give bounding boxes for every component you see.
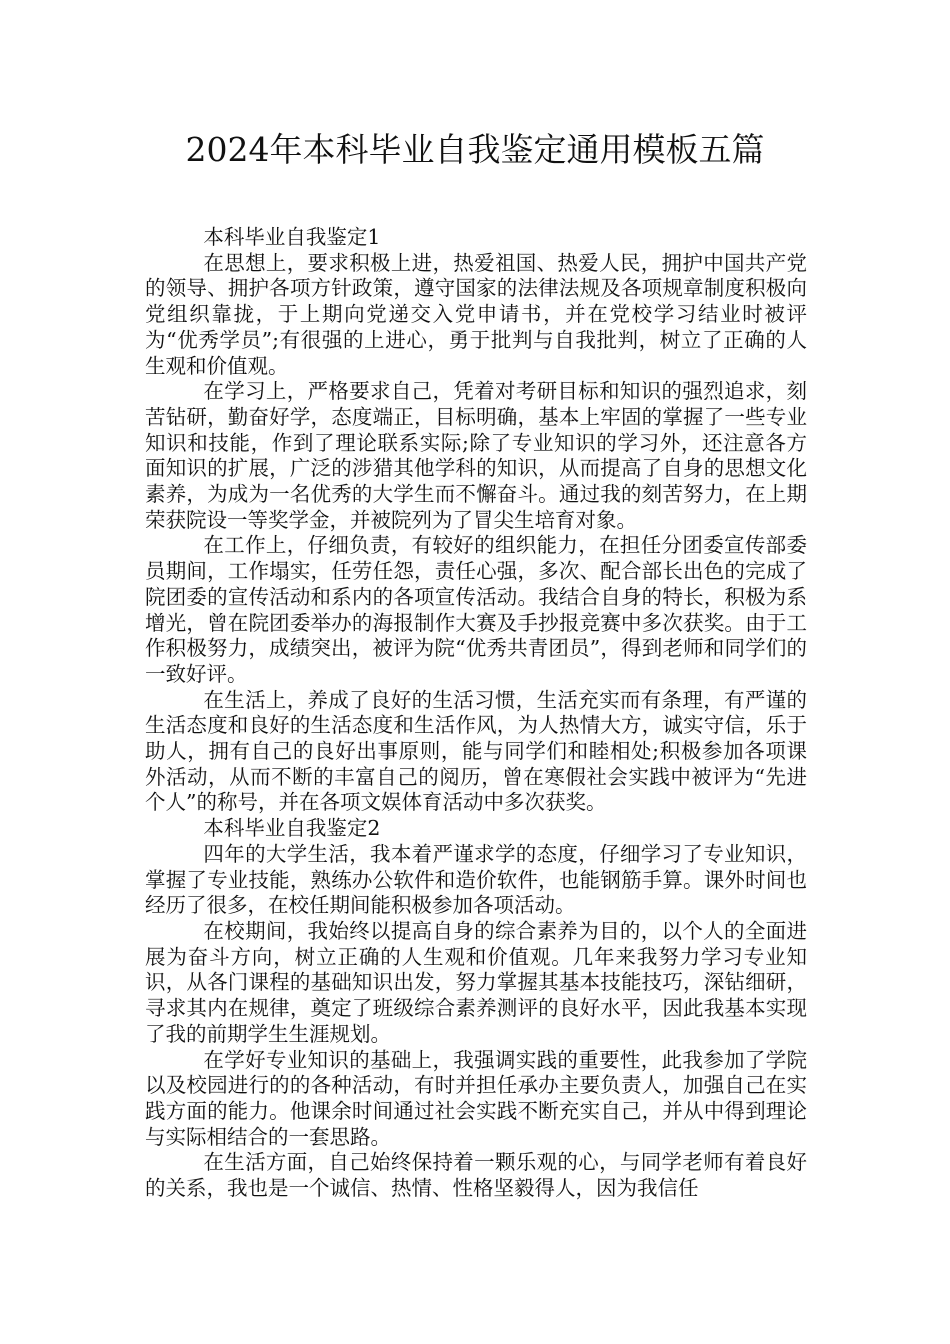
section-heading-2: 本科毕业自我鉴定2 — [203, 816, 381, 841]
document-title: 2024年本科毕业自我鉴定通用模板五篇 — [185, 130, 765, 169]
paragraph-on-campus: 在校期间，我始终以提高自身的综合素养为目的，以个人的全面进展为奋斗方向，树立正确的人生观和价值观。几年来我努力学习专业知识，从各门课程的基础知识出发，努力掌握其基本技能技巧，深钻细研，寻求其内在规律，奠定了班级综合素养测评的良好水平，因此我基本实现了我的前期学生生涯规划。 — [145, 918, 807, 1046]
paragraph-life-aspect: 在生活方面，自己始终保持着一颗乐观的心，与同学老师有着良好的关系，我也是一个诚信、热情、性格坚毅得人，因为我信任 — [145, 1150, 807, 1201]
paragraph-work: 在工作上，仔细负责，有较好的组织能力，在担任分团委宣传部委员期间，工作塌实，任劳任怨，责任心强，多次、配合部长出色的完成了院团委的宣传活动和系内的各项宣传活动。我结合自身的特长，积极为系增光，曾在院团委举办的海报制作大赛及手抄报竞赛中多次获奖。由于工作积极努力，成绩突出，被评为院“优秀共青团员”，得到老师和同学们的一致好评。 — [145, 533, 807, 686]
paragraph-university-life: 四年的大学生活，我本着严谨求学的态度，仔细学习了专业知识，掌握了专业技能，熟练办公软件和造价软件，也能钢筋手算。课外时间也经历了很多，在校任期间能积极参加各项活动。 — [145, 841, 807, 918]
document-body — [145, 225, 807, 1202]
paragraph-practice: 在学好专业知识的基础上，我强调实践的重要性，此我参加了学院以及校园进行的的各种活动，有时并担任承办主要负责人，加强自己在实践方面的能力。他课余时间通过社会实践不断充实自己，并从中得到理论与实际相结合的一套思路。 — [145, 1047, 807, 1149]
paragraph-ideology: 在思想上，要求积极上进，热爱祖国、热爱人民，拥护中国共产党的领导、拥护各项方针政策，遵守国家的法律法规及各项规章制度积极向党组织靠拢，于上期向党递交入党申请书，并在党校学习结业时被评为“优秀学员”;有很强的上进心，勇于批判与自我批判，树立了正确的人生观和价值观。 — [145, 250, 807, 378]
paragraph-study: 在学习上，严格要求自己，凭着对考研目标和知识的强烈追求，刻苦钻研，勤奋好学，态度端正，目标明确，基本上牢固的掌握了一些专业知识和技能，作到了理论联系实际;除了专业知识的学习外，还注意各方面知识的扩展，广泛的涉猎其他学科的知识，从而提高了自身的思想文化素养，为成为一名优秀的大学生而不懈奋斗。通过我的刻苦努力，在上期荣获院设一等奖学金，并被院列为了冒尖生培育对象。 — [145, 379, 807, 532]
paragraph-life: 在生活上，养成了良好的生活习惯，生活充实而有条理，有严谨的生活态度和良好的生活态度和生活作风，为人热情大方，诚实守信，乐于助人，拥有自己的良好出事原则，能与同学们和睦相处;积极参加各项课外活动，从而不断的丰富自己的阅历，曾在寒假社会实践中被评为“先进个人”的称号，并在各项文娱体育活动中多次获奖。 — [145, 687, 807, 815]
section-heading-1: 本科毕业自我鉴定1 — [203, 225, 381, 249]
